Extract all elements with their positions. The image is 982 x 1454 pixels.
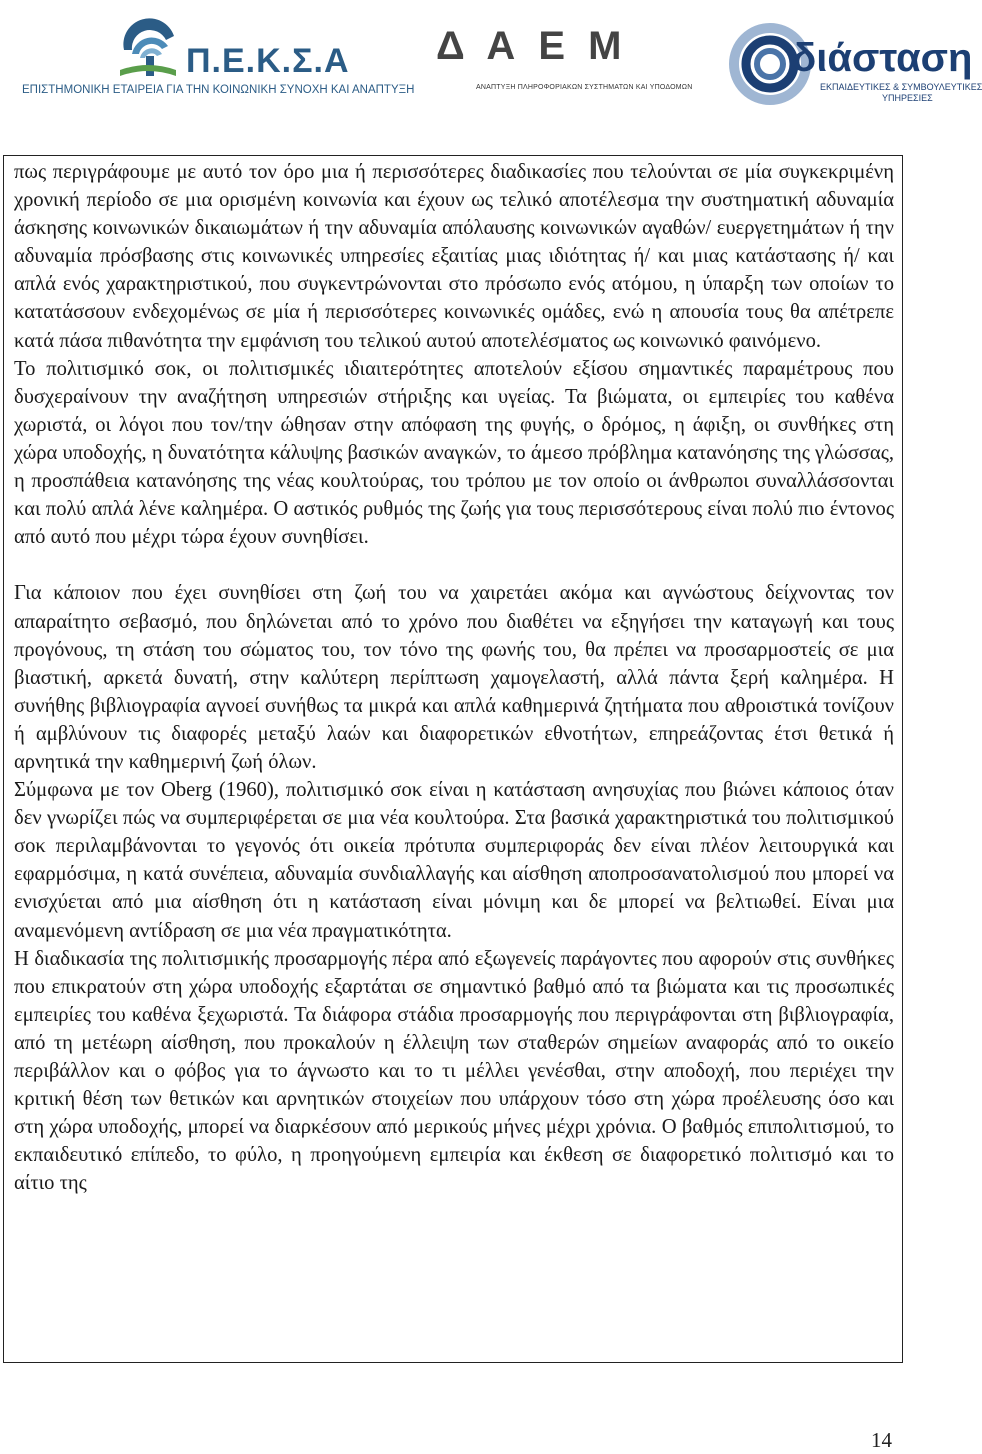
diastasi-subtitle-line1: ΕΚΠΑΙΔΕΥΤΙΚΕΣ & ΣΥΜΒΟΥΛΕΥΤΙΚΕΣ xyxy=(820,82,982,92)
diastasi-brand: διάσταση xyxy=(792,36,973,80)
daem-logo xyxy=(432,22,693,102)
paragraph-5: Η διαδικασία της πολιτισμικής προσαρμογής πέρα από εξωγενείς παράγοντες που αφορούν στις συνθήκες που επικρατούν στη χώρα υποδοχής εξαρτάται σε σημαντικό βαθμό από τα βιώματα και τις προσωπικές εμπειρίες του καθένα ξεχωριστά. Τα διάφορα στάδια προσαρμογής που περιγράφονται στη βιβλιογραφία, από τη μετέωρη αίσθηση, που προκαλούν η έλλειψη των σταθερών σημείων αναφοράς από το οικείο περιβάλλον και ο φόβος για το άγνωστο και το τι μέλλει γενέσθαι, στην αποδοχή, που περιέχει την κριτική θέση των θετικών και αρνητικών στοιχείων που υπάρχουν τόσο στη χώρα προέλευσης όσο και στη χώρα υποδοχής, μπορεί να διαρκέσουν από μερικούς μήνες μέχρι χρόνια. Ο βαθμός επιπολιτισμού, το εκπαιδευτικό επίπεδο, το φύλο, η προηγούμενη εμπειρία και έκθεση σε διαφορετικό πολιτισμό και το αίτιο της xyxy=(14,947,894,1195)
daem-brand: Δ Α Ε Μ xyxy=(436,24,628,68)
pekca-emblem-icon xyxy=(116,16,180,78)
page-number: 14 xyxy=(871,1428,892,1452)
paragraph-4: Σύμφωνα με τον Oberg (1960), πολιτισμικό σοκ είναι η κατάσταση ανησυχίας που βιώνει κάποιος όταν δεν γνωρίζει πώς να συμπεριφέρεται σε μια νέα κουλτούρα. Στα βασικά χαρακτηριστικά του πολιτισμικού σοκ περιλαμβάνονται το γεγονός ότι οικεία πρότυπα συμπεριφοράς δεν είναι πλέον λειτουργικά και εφαρμόσιμα, η κατά συνέπεια, αδυναμία συνδιαλλαγής και αίσθηση αποπροσανατολισμού που μπορεί να ενισχύεται από μια αίσθηση ότι η κατάσταση είναι μόνιμη και δε μπορεί να βελτιωθεί. Είναι μια αναμενόμενη αντίδραση σε μια νέα πραγματικότητα. xyxy=(14,779,894,942)
pekca-subtitle: ΕΠΙΣΤΗΜΟΝΙΚΗ ΕΤΑΙΡΕΙΑ ΓΙΑ ΤΗΝ ΚΟΙΝΩΝΙΚΗ ΣΥΝΟΧΗ ΚΑΙ ΑΝΑΠΤΥΞΗ xyxy=(22,84,415,96)
pekca-logo xyxy=(18,14,415,104)
document-body xyxy=(14,158,894,1197)
pekca-brand: Π.Ε.Κ.Σ.Α xyxy=(186,42,350,80)
paragraph-1: πως περιγράφουμε με αυτό τον όρο μια ή περισσότερες διαδικασίες που τελούνται σε μία συγκεκριμένη χρονική περίοδο σε μια ορισμένη κοινωνία και έχουν ως τελικό αποτέλεσμα την συστηματική αδυναμία άσκησης κοινωνικών δικαιωμάτων ή την αδυναμία απόλαυσης κοινωνικών αγαθών/ ευεργετημάτων ή την αδυναμία πρόσβασης στις κοινωνικές υπηρεσίες εξαιτίας μιας ιδιότητας ή/ και μιας κατάστασης ή/ και απλά ενός χαρακτηριστικού, που συγκεντρώνονται στο πρόσωπο ενός ατόμου, η ύπαρξη των οποίων το κατατάσσουν ενδεχομένως σε μία ή περισσότερες κοινωνικές ομάδες, ενώ η απουσία τους θα απέτρεπε κατά πάσα πιθανότητα την εμφάνιση του τελικού αυτού αποτελέσματος ως κοινωνικό φαινόμενο. xyxy=(14,161,894,352)
paragraph-2: Το πολιτισμικό σοκ, οι πολιτισμικές ιδιαιτερότητες αποτελούν εξίσου σημαντικές παραμέτρους που δυσχεραίνουν την αναζήτηση υπηρεσιών στήριξης και υγείας. Τα βιώματα, οι εμπειρίες του καθένα χωριστά, οι λόγοι που τον/την ώθησαν στην απόφαση της φυγής, ο δρόμος, η άφιξη, οι συνθήκες στη χώρα υποδοχής, η δυνατότητα κάλυψης βασικών αναγκών, το άμεσο πρόβλημα κατανόησης της γλώσσας, η προσπάθεια κατανόησης της νέας κουλτούρας, του τρόπου με τον οποίο οι άνθρωποι συναλλάσσονται και πολύ απλά λένε καλημέρα. Ο αστικός ρυθμός της ζωής για τους περισσότερους είναι πολύ πιο έντονος από αυτό που μέχρι τώρα έχουν συνηθίσει. xyxy=(14,357,894,549)
diastasi-logo xyxy=(730,14,982,112)
diastasi-subtitle-line2: ΥΠΗΡΕΣΙΕΣ xyxy=(882,93,933,103)
daem-subtitle: ΑΝΑΠΤΥΞΗ ΠΛΗΡΟΦΟΡΙΑΚΩΝ ΣΥΣΤΗΜΑΤΩΝ ΚΑΙ ΥΠΟΔΟΜΩΝ xyxy=(476,84,693,91)
paragraph-3: Για κάποιον που έχει συνηθίσει στη ζωή του να χαιρετάει ακόμα και αγνώστους δείχνοντας τον απαραίτητο σεβασμό, που δηλώνεται από το χρόνο που διαθέτει να εξηγήσει την καταγωγή και τους προγόνους, τη στάση του σώματος του, τον τόνο της φωνής του, θα πρέπει να προσαρμοστείς σε μια βιαστική, αρκετά δυνατή, στην καλύτερη περίπτωση χαμογελαστή, αλλά πάντα ξερή καλημέρα. Η συνήθης βιβλιογραφία αγνοεί συνήθως τα μικρά και απλά καθημερινά ζητήματα που αθροιστικά τονίζουν ή αμβλύνουν τις διαφορές μεταξύ λαών και διαφορετικών εθνοτήτων, επηρεάζοντας έτσι θετικά ή αρνητικά την καθημερινή ζωή όλων. xyxy=(14,582,894,773)
